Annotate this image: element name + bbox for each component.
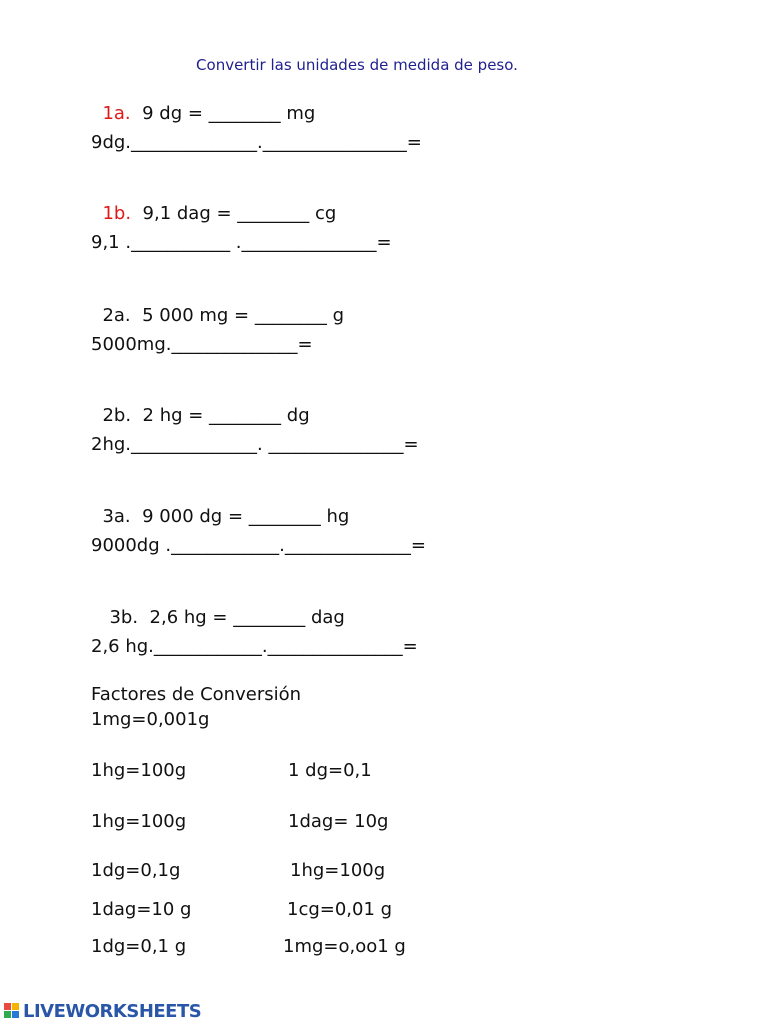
exercise-2a-work: 5000mg.______________= — [91, 334, 313, 355]
logo-square — [12, 1003, 19, 1010]
exercise-1a-work: 9dg.______________.________________= — [91, 132, 422, 153]
exercise-problem: 5 000 mg = ________ g — [142, 305, 345, 326]
exercise-3b-work: 2,6 hg.____________._______________= — [91, 636, 418, 657]
factor-right: 1mg=o,oo1 g — [283, 936, 406, 957]
exercise-2b-work: 2hg.______________. _______________= — [91, 434, 419, 455]
factor-first: 1mg=0,001g — [91, 709, 210, 730]
exercise-3a — [91, 484, 349, 528]
factor-left: 1dg=0,1 g — [91, 936, 187, 957]
logo-square — [12, 1011, 19, 1018]
factor-right: 1 dg=0,1 — [288, 760, 372, 781]
factor-left: 1dag=10 g — [91, 899, 192, 920]
exercise-3a-work: 9000dg .____________.______________= — [91, 535, 426, 556]
exercise-tag: 1a. — [102, 103, 131, 124]
exercise-tag: 2b. — [102, 405, 132, 426]
exercise-tag: 3a. — [102, 506, 131, 527]
liveworksheets-logo[interactable] — [4, 998, 201, 1024]
factor-left: 1dg=0,1g — [91, 860, 181, 881]
exercise-problem: 9 000 dg = ________ hg — [142, 506, 350, 527]
exercise-problem: 9 dg = ________ mg — [142, 103, 316, 124]
logo-mark-icon — [4, 1003, 20, 1019]
factor-right: 1hg=100g — [290, 860, 386, 881]
exercise-tag: 3b. — [109, 607, 139, 628]
factor-right: 1dag= 10g — [288, 811, 389, 832]
logo-text: LIVEWORKSHEETS — [23, 1000, 202, 1022]
exercise-problem: 9,1 dag = ________ cg — [142, 203, 337, 224]
exercise-1b — [91, 181, 336, 225]
exercise-2a — [91, 283, 344, 327]
exercise-tag: 2a. — [102, 305, 131, 326]
exercise-3b — [98, 585, 345, 629]
factor-left: 1hg=100g — [91, 760, 187, 781]
logo-square — [4, 1011, 11, 1018]
factor-left: 1hg=100g — [91, 811, 187, 832]
factors-heading: Factores de Conversión — [91, 684, 302, 705]
exercise-1b-work: 9,1 .___________ ._______________= — [91, 232, 392, 253]
exercise-tag: 1b. — [102, 203, 132, 224]
factor-right: 1cg=0,01 g — [287, 899, 393, 920]
exercise-problem: 2 hg = ________ dg — [142, 405, 310, 426]
exercise-problem: 2,6 hg = ________ dag — [149, 607, 345, 628]
worksheet-title: Convertir las unidades de medida de peso. — [196, 56, 518, 74]
exercise-2b — [91, 383, 310, 427]
exercise-1a — [91, 81, 315, 125]
logo-square — [4, 1003, 11, 1010]
